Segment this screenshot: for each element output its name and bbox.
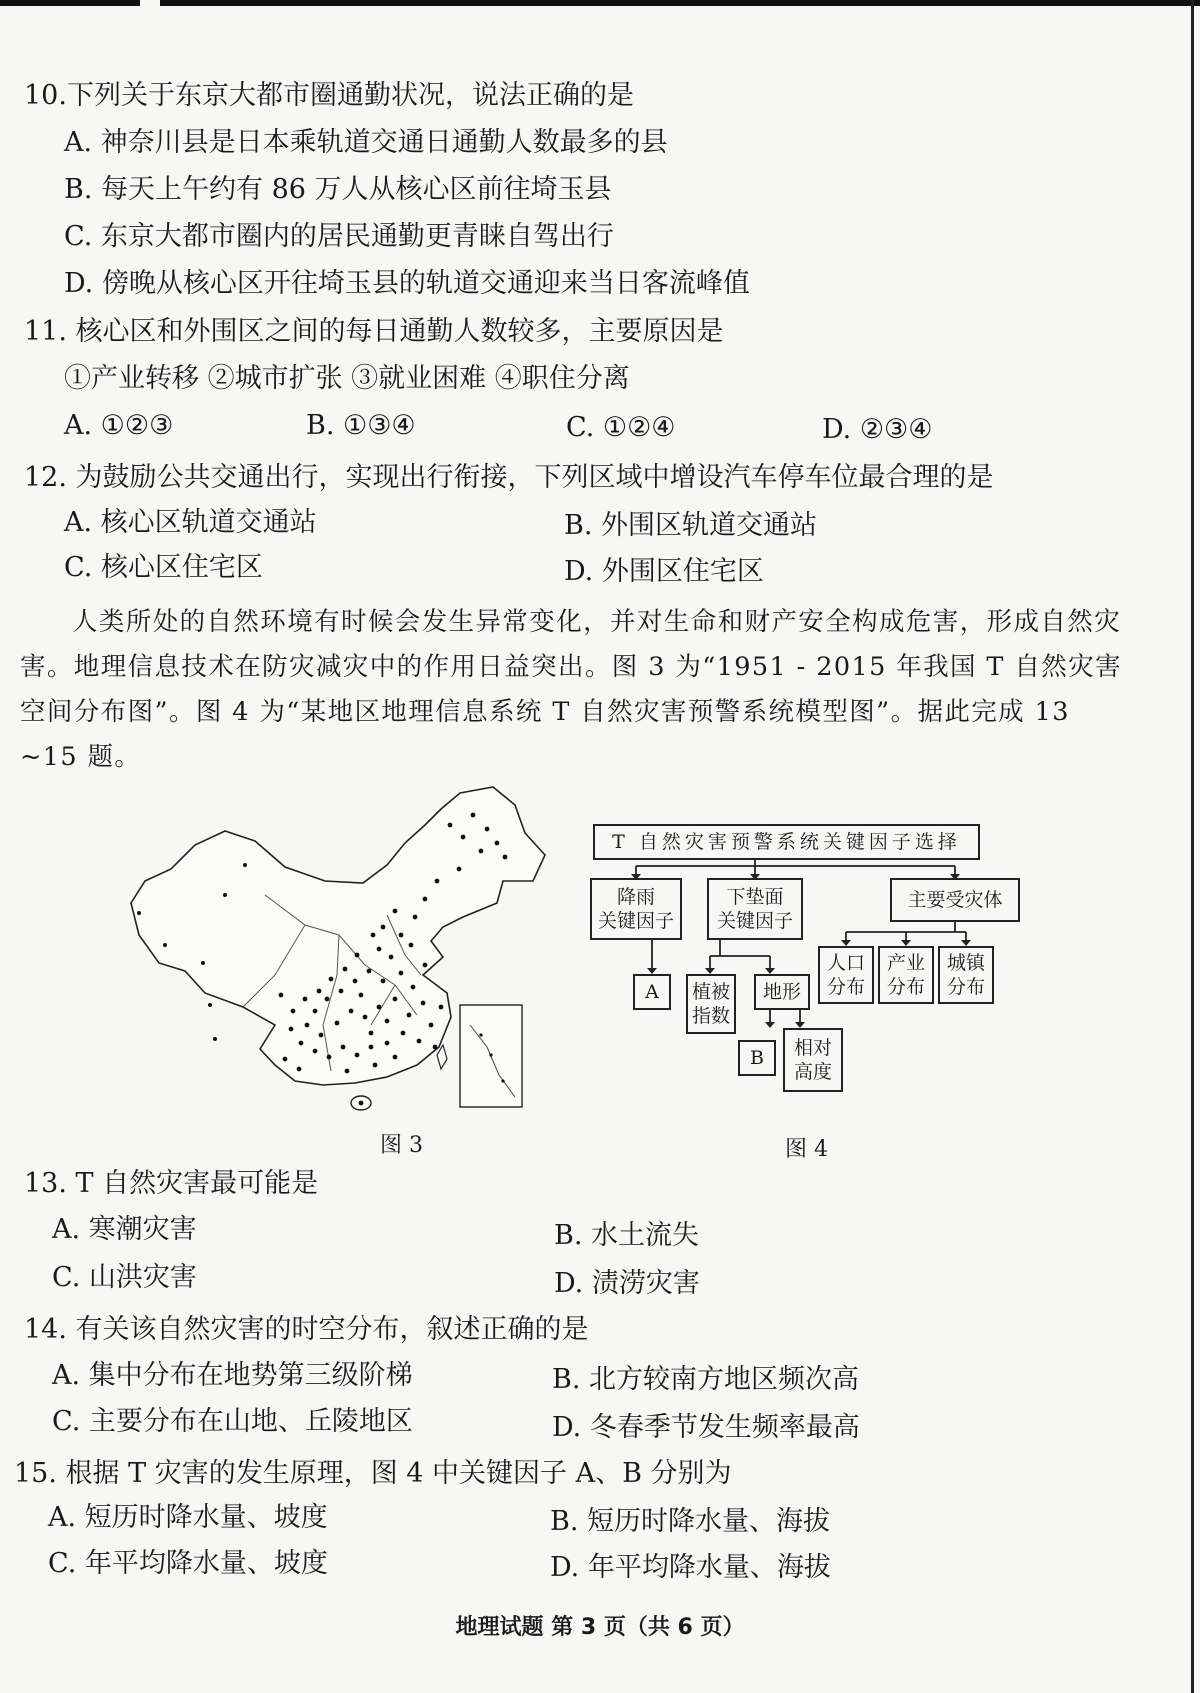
q11-option-d: D. ②③④	[822, 414, 933, 445]
page-footer: 地理试题 第 3 页（共 6 页）	[455, 1615, 745, 1640]
diagram-vegetation-index-box: 植被 指数	[686, 974, 736, 1034]
q12-option-b: B. 外围区轨道交通站	[564, 510, 818, 541]
q14-option-b: B. 北方较南方地区频次高	[552, 1364, 860, 1395]
q14-option-a: A. 集中分布在地势第三级阶梯	[52, 1360, 413, 1391]
diagram-factor-b-box: B	[738, 1040, 776, 1076]
q12-stem: 12. 为鼓励公共交通出行，实现出行衔接，下列区域中增设汽车停车位最合理的是	[24, 462, 994, 493]
q12-option-a: A. 核心区轨道交通站	[64, 507, 317, 538]
q10-option-c: C. 东京大都市圈内的居民通勤更青睐自驾出行	[64, 221, 614, 252]
q11-items: ①产业转移 ②城市扩张 ③就业困难 ④职住分离	[64, 363, 630, 394]
diagram-rain-factor-box: 降雨 关键因子	[590, 878, 682, 940]
q13-option-a: A. 寒潮灾害	[52, 1214, 197, 1245]
q11-option-a: A. ①②③	[64, 410, 174, 441]
diagram-surface-factor-box: 下垫面 关键因子	[707, 878, 803, 940]
q13-stem: 13. T 自然灾害最可能是	[24, 1168, 319, 1199]
figure-3-caption: 图 3	[380, 1133, 423, 1158]
diagram-factor-a-box: A	[633, 974, 671, 1010]
diagram-population-box: 人口 分布	[818, 946, 874, 1004]
q11-option-b: B. ①③④	[306, 410, 416, 441]
diagram-terrain-box: 地形	[754, 974, 810, 1010]
q10-stem: 10.下列关于东京大都市圈通勤状况，说法正确的是	[24, 80, 634, 111]
q15-option-b: B. 短历时降水量、海拔	[550, 1506, 831, 1537]
diagram-top-box: T 自然灾害预警系统关键因子选择	[593, 824, 980, 860]
diagram-industry-box: 产业 分布	[878, 946, 934, 1004]
q13-option-c: C. 山洪灾害	[52, 1262, 197, 1293]
q14-option-d: D. 冬春季节发生频率最高	[552, 1412, 860, 1443]
q10-option-d: D. 傍晚从核心区开往埼玉县的轨道交通迎来当日客流峰值	[64, 268, 750, 299]
q14-stem: 14. 有关该自然灾害的时空分布，叙述正确的是	[24, 1314, 589, 1345]
q15-option-d: D. 年平均降水量、海拔	[550, 1552, 831, 1583]
q14-option-c: C. 主要分布在山地、丘陵地区	[52, 1406, 413, 1437]
q15-stem: 15. 根据 T 灾害的发生原理，图 4 中关键因子 A、B 分别为	[14, 1458, 732, 1489]
q15-option-c: C. 年平均降水量、坡度	[48, 1548, 328, 1579]
q10-option-a: A. 神奈川县是日本乘轨道交通日通勤人数最多的县	[64, 127, 668, 158]
q11-stem: 11. 核心区和外围区之间的每日通勤人数较多，主要原因是	[24, 316, 724, 347]
diagram-receptor-box: 主要受灾体	[890, 878, 1020, 922]
q15-option-a: A. 短历时降水量、坡度	[48, 1502, 328, 1533]
q13-option-b: B. 水土流失	[554, 1220, 700, 1251]
figure-4-caption: 图 4	[785, 1137, 828, 1162]
diagram-relative-height-box: 相对 高度	[783, 1028, 843, 1092]
intro-paragraph: 人类所处的自然环境有时候会发生异常变化，并对生命和财产安全构成危害，形成自然灾害。地理信息技术在防灾减灾中的作用日益突出。图 3 为“1951 - 2015 年我国 T 自然灾害空间分布图”。图 4 为“某地区地理信息系统 T 自然灾害预警系统模型图”。据此完成 13 ~15 题。	[20, 607, 1122, 772]
diagram-town-box: 城镇 分布	[938, 946, 994, 1004]
q13-option-d: D. 渍涝灾害	[554, 1268, 700, 1299]
q11-option-c: C. ①②④	[566, 412, 676, 443]
q10-option-b: B. 每天上午约有 86 万人从核心区前往埼玉县	[64, 174, 612, 205]
q12-option-d: D. 外围区住宅区	[564, 556, 764, 587]
q12-option-c: C. 核心区住宅区	[64, 552, 263, 583]
